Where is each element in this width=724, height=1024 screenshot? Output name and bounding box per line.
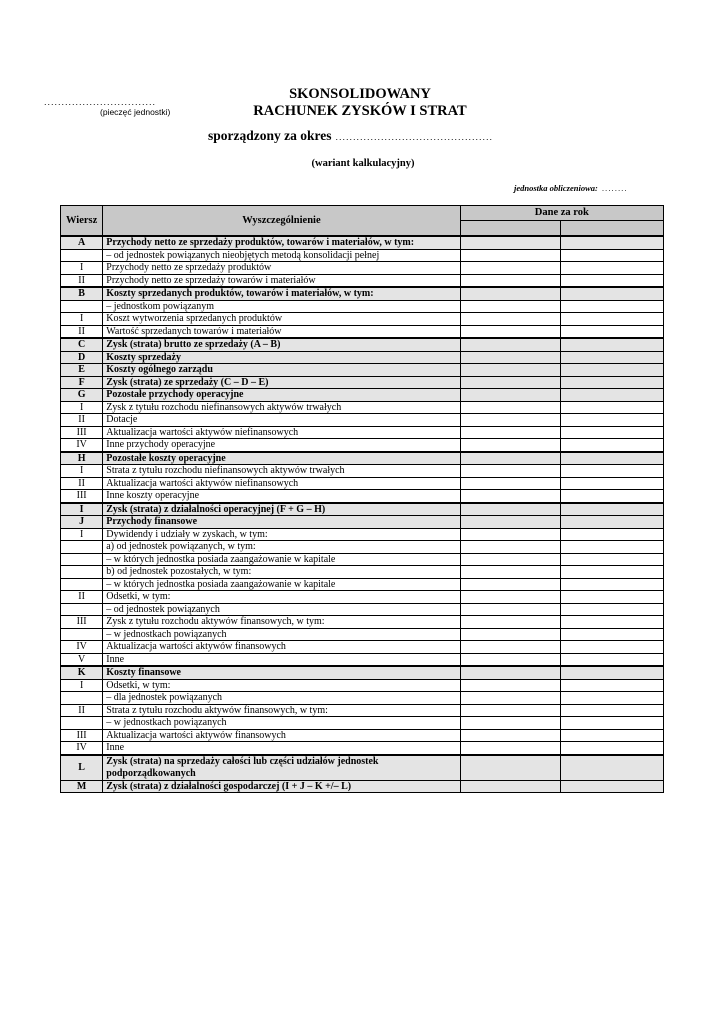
table-row [61, 503, 664, 516]
variant-text: (wariant kalkulacyjny) [311, 158, 415, 169]
row-description: Koszty finansowe [103, 666, 460, 679]
value-cell-year-a[interactable] [460, 389, 561, 402]
table-row [61, 717, 664, 730]
value-cell-year-b[interactable] [561, 351, 664, 364]
row-description: Przychody netto ze sprzedaży produktów, towarów i materiałów, w tym: [103, 236, 460, 249]
table-row [61, 704, 664, 717]
stamp-label: (pieczęć jednostki) [100, 107, 171, 117]
value-cell-year-a[interactable] [460, 553, 561, 566]
table-row [61, 414, 664, 427]
row-description: Aktualizacja wartości aktywów finansowych [103, 729, 460, 742]
row-id [61, 603, 103, 616]
value-cell-year-a[interactable] [460, 780, 561, 793]
row-description: – od jednostek powiązanych nieobjętych metodą konsolidacji pełnej [103, 249, 460, 262]
row-id: II [61, 414, 103, 427]
table-row [61, 628, 664, 641]
table-row [61, 603, 664, 616]
table-row [61, 641, 664, 654]
row-id: A [61, 236, 103, 249]
row-description: Inne [103, 742, 460, 755]
table-row [61, 578, 664, 591]
value-cell-year-a[interactable] [460, 465, 561, 478]
variant-label [0, 158, 724, 169]
value-cell-year-a[interactable] [460, 641, 561, 654]
value-cell-year-a[interactable] [460, 516, 561, 529]
row-description: Inne przychody operacyjne [103, 439, 460, 452]
value-cell-year-b[interactable] [561, 516, 664, 529]
unit-line [514, 183, 628, 193]
value-cell-year-b[interactable] [561, 679, 664, 692]
row-id [61, 717, 103, 730]
value-cell-year-a[interactable] [460, 376, 561, 389]
table-row [61, 249, 664, 262]
value-cell-year-a[interactable] [460, 274, 561, 287]
table-row [61, 729, 664, 742]
row-description: Przychody netto ze sprzedaży produktów [103, 262, 460, 275]
value-cell-year-a[interactable] [460, 262, 561, 275]
row-id: III [61, 426, 103, 439]
row-id: H [61, 452, 103, 465]
row-description: – w jednostkach powiązanych [103, 717, 460, 730]
table-row [61, 616, 664, 629]
value-cell-year-b[interactable] [561, 364, 664, 377]
row-id: II [61, 704, 103, 717]
row-id: F [61, 376, 103, 389]
table-row [61, 376, 664, 389]
row-description: Koszty ogólnego zarządu [103, 364, 460, 377]
value-cell-year-a[interactable] [460, 287, 561, 300]
row-id: II [61, 477, 103, 490]
value-cell-year-b[interactable] [561, 477, 664, 490]
value-cell-year-b[interactable] [561, 755, 664, 781]
value-cell-year-a[interactable] [460, 717, 561, 730]
row-description: Zysk (strata) ze sprzedaży (C – D – E) [103, 376, 460, 389]
row-id: II [61, 274, 103, 287]
table-row [61, 426, 664, 439]
value-cell-year-a[interactable] [460, 401, 561, 414]
row-description: Pozostałe przychody operacyjne [103, 389, 460, 402]
value-cell-year-b[interactable] [561, 389, 664, 402]
value-cell-year-a[interactable] [460, 364, 561, 377]
table-row [61, 653, 664, 666]
row-description: Zysk (strata) z działalności gospodarczej (I + J – K +/– L) [103, 780, 460, 793]
value-cell-year-b[interactable] [561, 553, 664, 566]
table-row [61, 236, 664, 249]
value-cell-year-b[interactable] [561, 653, 664, 666]
value-cell-year-a[interactable] [460, 351, 561, 364]
table-row [61, 262, 664, 275]
row-description: – dla jednostek powiązanych [103, 692, 460, 705]
value-cell-year-a[interactable] [460, 452, 561, 465]
row-id: IV [61, 439, 103, 452]
table-row [61, 516, 664, 529]
table-row [61, 528, 664, 541]
row-description: – od jednostek powiązanych [103, 603, 460, 616]
value-cell-year-b[interactable] [561, 717, 664, 730]
row-id [61, 692, 103, 705]
table-row [61, 679, 664, 692]
table-row [61, 287, 664, 300]
table-row [61, 389, 664, 402]
table-row [61, 439, 664, 452]
value-cell-year-b[interactable] [561, 325, 664, 338]
row-id [61, 541, 103, 554]
value-cell-year-b[interactable] [561, 566, 664, 579]
row-description: – w jednostkach powiązanych [103, 628, 460, 641]
row-id: III [61, 616, 103, 629]
table-row [61, 755, 664, 781]
row-id: I [61, 262, 103, 275]
period-placeholder[interactable]: ............................................. [335, 132, 494, 142]
value-cell-year-b[interactable] [561, 729, 664, 742]
value-cell-year-b[interactable] [561, 541, 664, 554]
row-id: J [61, 516, 103, 529]
value-cell-year-a[interactable] [460, 338, 561, 351]
row-description: Inne [103, 653, 460, 666]
table-row [61, 351, 664, 364]
value-cell-year-a[interactable] [460, 236, 561, 249]
row-description: – w których jednostka posiada zaangażowanie w kapitale [103, 553, 460, 566]
row-id: M [61, 780, 103, 793]
period-line [208, 128, 493, 144]
row-description: Dotacje [103, 414, 460, 427]
table-row [61, 566, 664, 579]
value-cell-year-b[interactable] [561, 591, 664, 604]
row-id [61, 566, 103, 579]
row-id: I [61, 401, 103, 414]
row-description: Zysk (strata) na sprzedaży całości lub części udziałów jednostek podporządkowanych [103, 755, 460, 781]
value-cell-year-a[interactable] [460, 679, 561, 692]
value-cell-year-b[interactable] [561, 692, 664, 705]
value-cell-year-a[interactable] [460, 541, 561, 554]
value-cell-year-a[interactable] [460, 653, 561, 666]
income-statement-table [60, 205, 664, 793]
table-row [61, 300, 664, 313]
table-row [61, 274, 664, 287]
row-id: V [61, 653, 103, 666]
row-id [61, 249, 103, 262]
row-description: – w których jednostka posiada zaangażowanie w kapitale [103, 578, 460, 591]
row-description: Odsetki, w tym: [103, 679, 460, 692]
value-cell-year-a[interactable] [460, 439, 561, 452]
value-cell-year-a[interactable] [460, 566, 561, 579]
value-cell-year-b[interactable] [561, 704, 664, 717]
value-cell-year-b[interactable] [561, 628, 664, 641]
row-description: Pozostałe koszty operacyjne [103, 452, 460, 465]
table-row [61, 338, 664, 351]
row-id [61, 628, 103, 641]
row-description: Przychody finansowe [103, 516, 460, 529]
row-description: Zysk (strata) z działalności operacyjnej (F + G – H) [103, 503, 460, 516]
row-id: I [61, 465, 103, 478]
value-cell-year-b[interactable] [561, 465, 664, 478]
row-id: IV [61, 742, 103, 755]
value-cell-year-b[interactable] [561, 376, 664, 389]
value-cell-year-a[interactable] [460, 628, 561, 641]
col-header-year-a [460, 221, 561, 237]
value-cell-year-b[interactable] [561, 262, 664, 275]
value-cell-year-b[interactable] [561, 641, 664, 654]
row-description: Przychody netto ze sprzedaży towarów i materiałów [103, 274, 460, 287]
row-id: I [61, 528, 103, 541]
value-cell-year-b[interactable] [561, 742, 664, 755]
value-cell-year-b[interactable] [561, 414, 664, 427]
stamp-placeholder: ................................ [44, 97, 157, 107]
value-cell-year-b[interactable] [561, 578, 664, 591]
value-cell-year-a[interactable] [460, 490, 561, 503]
col-header-data: Dane za rok [460, 206, 663, 221]
value-cell-year-b[interactable] [561, 300, 664, 313]
value-cell-year-b[interactable] [561, 616, 664, 629]
row-description: Inne koszty operacyjne [103, 490, 460, 503]
value-cell-year-a[interactable] [460, 603, 561, 616]
row-id: D [61, 351, 103, 364]
row-id: II [61, 591, 103, 604]
row-id: I [61, 503, 103, 516]
table-row [61, 591, 664, 604]
value-cell-year-a[interactable] [460, 503, 561, 516]
row-description: a) od jednostek powiązanych, w tym: [103, 541, 460, 554]
row-id: II [61, 325, 103, 338]
row-id: IV [61, 641, 103, 654]
title-line-2: RACHUNEK ZYSKÓW I STRAT [253, 103, 467, 119]
row-description: b) od jednostek pozostałych, w tym: [103, 566, 460, 579]
row-description: Zysk z tytułu rozchodu niefinansowych aktywów trwałych [103, 401, 460, 414]
row-id: C [61, 338, 103, 351]
value-cell-year-a[interactable] [460, 742, 561, 755]
unit-placeholder[interactable]: ........ [601, 184, 628, 193]
row-description: – jednostkom powiązanym [103, 300, 460, 313]
value-cell-year-a[interactable] [460, 477, 561, 490]
table-row [61, 692, 664, 705]
title-line-1: SKONSOLIDOWANY [289, 86, 431, 102]
value-cell-year-b[interactable] [561, 236, 664, 249]
row-description: Strata z tytułu rozchodu aktywów finansowych, w tym: [103, 704, 460, 717]
value-cell-year-a[interactable] [460, 300, 561, 313]
value-cell-year-b[interactable] [561, 274, 664, 287]
col-header-year-b [561, 221, 664, 237]
table-row [61, 465, 664, 478]
table-row [61, 452, 664, 465]
value-cell-year-b[interactable] [561, 426, 664, 439]
row-id: L [61, 755, 103, 781]
value-cell-year-b[interactable] [561, 603, 664, 616]
value-cell-year-a[interactable] [460, 426, 561, 439]
value-cell-year-b[interactable] [561, 780, 664, 793]
table-row [61, 325, 664, 338]
value-cell-year-a[interactable] [460, 704, 561, 717]
table-row [61, 490, 664, 503]
row-id [61, 300, 103, 313]
row-id [61, 578, 103, 591]
value-cell-year-a[interactable] [460, 729, 561, 742]
table-row [61, 666, 664, 679]
value-cell-year-a[interactable] [460, 414, 561, 427]
table-row [61, 401, 664, 414]
value-cell-year-a[interactable] [460, 666, 561, 679]
value-cell-year-b[interactable] [561, 666, 664, 679]
table-row [61, 313, 664, 326]
table-row [61, 364, 664, 377]
row-id [61, 553, 103, 566]
table-row [61, 742, 664, 755]
row-description: Aktualizacja wartości aktywów finansowych [103, 641, 460, 654]
value-cell-year-b[interactable] [561, 249, 664, 262]
unit-label: jednostka obliczeniowa: [514, 183, 598, 193]
value-cell-year-a[interactable] [460, 325, 561, 338]
value-cell-year-b[interactable] [561, 503, 664, 516]
row-description: Strata z tytułu rozchodu niefinansowych aktywów trwałych [103, 465, 460, 478]
row-description: Zysk z tytułu rozchodu aktywów finansowych, w tym: [103, 616, 460, 629]
value-cell-year-a[interactable] [460, 528, 561, 541]
document-title [240, 86, 480, 120]
value-cell-year-b[interactable] [561, 338, 664, 351]
value-cell-year-a[interactable] [460, 591, 561, 604]
value-cell-year-a[interactable] [460, 313, 561, 326]
row-id: K [61, 666, 103, 679]
value-cell-year-a[interactable] [460, 692, 561, 705]
value-cell-year-a[interactable] [460, 755, 561, 781]
value-cell-year-b[interactable] [561, 439, 664, 452]
value-cell-year-a[interactable] [460, 616, 561, 629]
value-cell-year-a[interactable] [460, 249, 561, 262]
row-id: III [61, 490, 103, 503]
row-description: Koszt wytworzenia sprzedanych produktów [103, 313, 460, 326]
table-row [61, 541, 664, 554]
table-body [61, 236, 664, 793]
table-row [61, 780, 664, 793]
row-description: Wartość sprzedanych towarów i materiałów [103, 325, 460, 338]
row-id: E [61, 364, 103, 377]
value-cell-year-b[interactable] [561, 490, 664, 503]
value-cell-year-a[interactable] [460, 578, 561, 591]
row-id: III [61, 729, 103, 742]
row-description: Aktualizacja wartości aktywów niefinansowych [103, 477, 460, 490]
table-row [61, 553, 664, 566]
period-label: sporządzony za okres [208, 128, 332, 143]
row-description: Zysk (strata) brutto ze sprzedaży (A – B) [103, 338, 460, 351]
value-cell-year-b[interactable] [561, 287, 664, 300]
value-cell-year-b[interactable] [561, 452, 664, 465]
row-id: G [61, 389, 103, 402]
row-id: I [61, 679, 103, 692]
row-description: Koszty sprzedanych produktów, towarów i materiałów, w tym: [103, 287, 460, 300]
value-cell-year-b[interactable] [561, 313, 664, 326]
col-header-row: Wiersz [61, 206, 103, 237]
row-description: Koszty sprzedaży [103, 351, 460, 364]
row-description: Odsetki, w tym: [103, 591, 460, 604]
row-id: B [61, 287, 103, 300]
row-description: Aktualizacja wartości aktywów niefinansowych [103, 426, 460, 439]
value-cell-year-b[interactable] [561, 401, 664, 414]
table-row [61, 477, 664, 490]
row-description: Dywidendy i udziały w zyskach, w tym: [103, 528, 460, 541]
col-header-description: Wyszczególnienie [103, 206, 460, 237]
row-id: I [61, 313, 103, 326]
value-cell-year-b[interactable] [561, 528, 664, 541]
